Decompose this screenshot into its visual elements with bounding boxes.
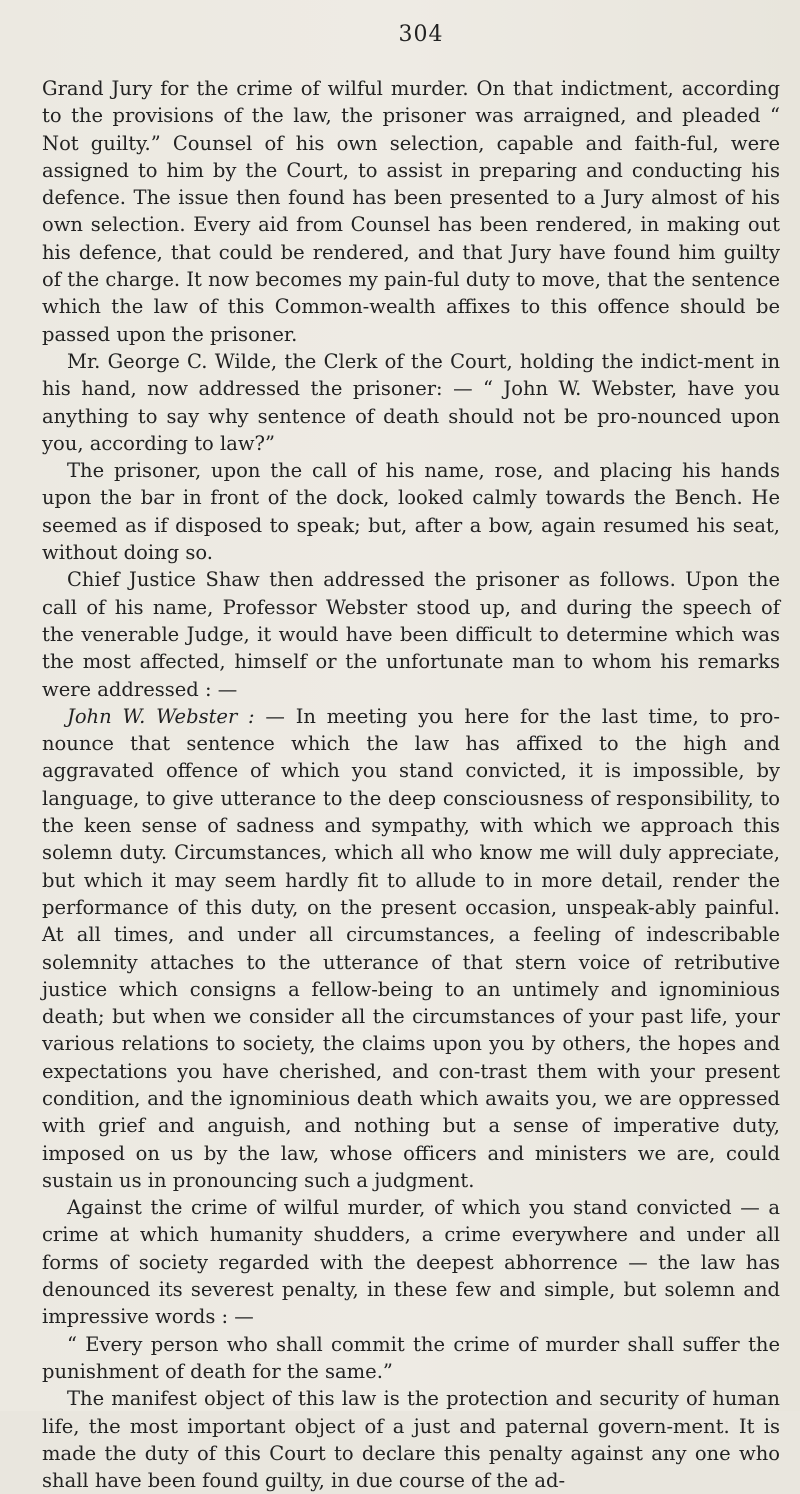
paragraph-text: Chief Justice Shaw then addressed the prisoner as follows. Upon the call of his name, Professor Webster stood up, and during the speech of the venerable Judge, it would have been difficult to determine which was the most affected, himself or the unfortunate man to whom his remarks were addressed : — (42, 568, 780, 701)
paragraph-text: Against the crime of wilful murder, of which you stand convicted — a crime at which humanity shudders, a crime everywhere and under all forms of society regarded with the deepest abhorrence — the law has denounced its severest penalty, in these few and simple, but solemn and impressive words : — (42, 1196, 780, 1329)
paragraph-statute-quote (42, 1331, 780, 1386)
paragraph-manifest-object (42, 1385, 780, 1494)
paragraph-grand-jury (42, 75, 780, 348)
paragraph-text: Mr. George C. Wilde, the Clerk of the Court, holding the indict-ment in his hand, now addressed the prisoner: — “ John W. Webster, have you anything to say why sentence of death should not be pro-nounced upon you, according to law?” (42, 349, 780, 455)
body-text (42, 75, 780, 1494)
paragraph-chief-justice (42, 566, 780, 702)
addressee-name: John W. Webster : (67, 704, 255, 728)
paragraph-text: The prisoner, upon the call of his name, rose, and placing his hands upon the bar in front of the dock, looked calmly towards the Bench. He seemed as if disposed to speak; but, after a bow, again resumed his seat, without doing so. (42, 459, 780, 565)
paragraph-against-crime (42, 1194, 780, 1330)
paragraph-clerk (42, 348, 780, 457)
paragraph-text: “ Every person who shall commit the crime of murder shall suffer the punishment of death for the same.” (42, 1332, 780, 1383)
page-number: 304 (398, 22, 444, 47)
paragraph-prisoner-rose (42, 457, 780, 566)
paragraph-text: — In meeting you here for the last time, to pro-nounce that sentence which the law has affixed to the high and aggravated offence of which you stand convicted, it is impossible, by language, to give utterance to the deep consciousness of responsibility, to the keen sense of sadness and sympathy, with which we approach this solemn duty. Circumstances, which all who know me will duly appreciate, but which it may seem hardly fit to allude to in more detail, render the performance of this duty, on the present occasion, unspeak-ably painful. At all times, and under all circumstances, a feeling of indescribable solemnity attaches to the utterance of that stern voice of retributive justice which consigns a fellow-being to an untimely and ignominious death; but when we consider all the circumstances of your past life, your various relations to society, the claims upon you by others, the hopes and expectations you have cherished, and con-trast them with your present condition, and the ignominious death which awaits you, we are oppressed with grief and anguish, and nothing but a sense of imperative duty, imposed on us by the law, whose officers and ministers we are, could sustain us in pronouncing such a judgment. (42, 704, 780, 1192)
paragraph-text: Grand Jury for the crime of wilful murder. On that indictment, according to the provisions of the law, the prisoner was arraigned, and pleaded “ Not guilty.” Counsel of his own selection, capable and faith-ful, were assigned to him by the Court, to assist in preparing and conducting his defence. The issue then found has been presented to a Jury almost of his own selection. Every aid from Counsel has been rendered, in making out his defence, that could be rendered, and that Jury have found him guilty of the charge. It now becomes my pain-ful duty to move, that the sentence which the law of this Common-wealth affixes to this offence should be passed upon the prisoner. (42, 77, 780, 346)
paragraph-text: The manifest object of this law is the protection and security of human life, the most important object of a just and paternal govern-ment. It is made the duty of this Court to declare this penalty against any one who shall have been found guilty, in due course of the ad- (42, 1387, 780, 1493)
paragraph-address (42, 703, 780, 1194)
